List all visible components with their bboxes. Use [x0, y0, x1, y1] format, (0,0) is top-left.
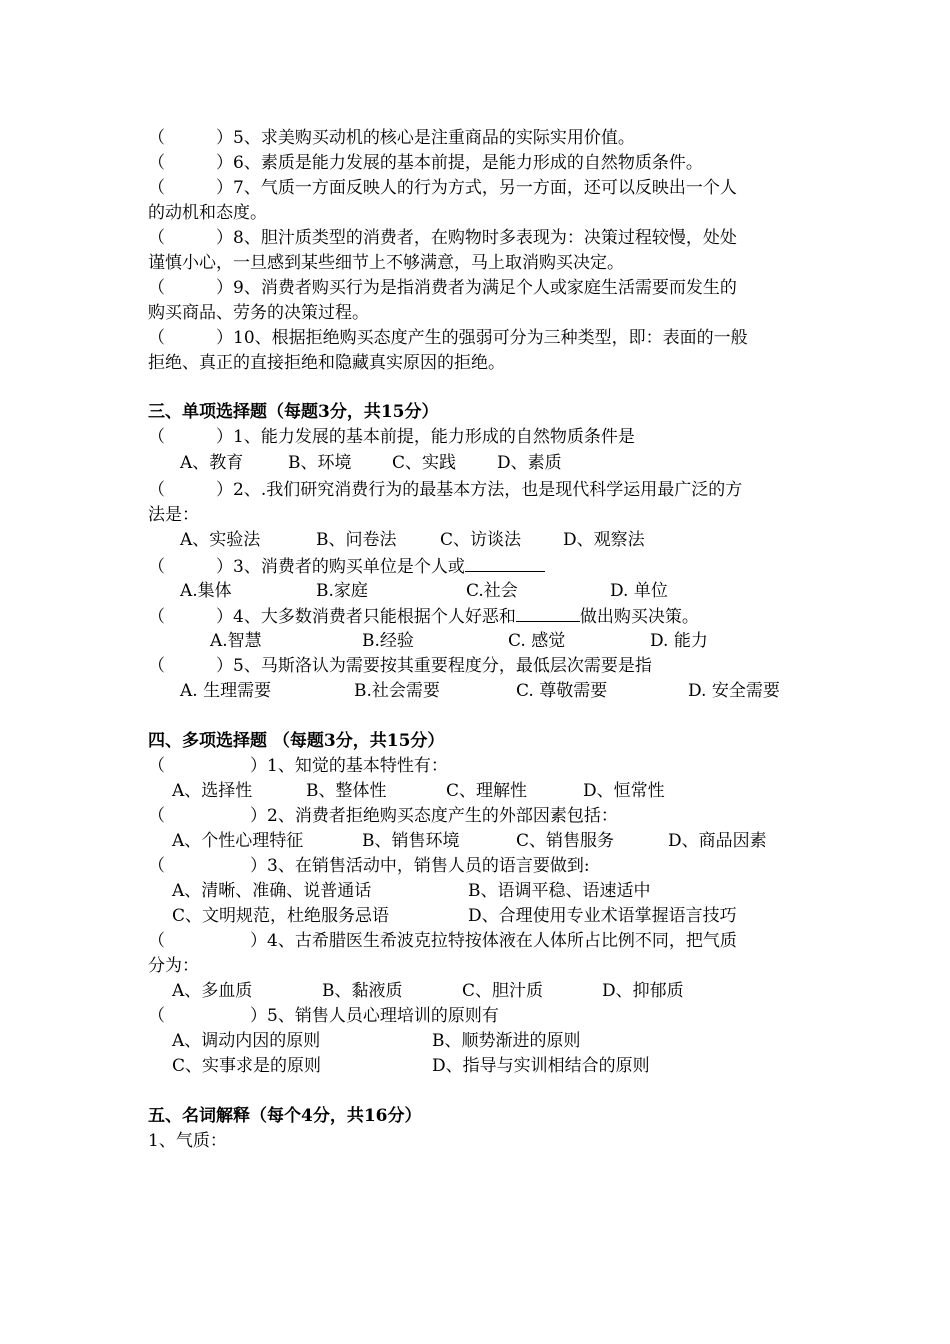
mc-q1-option-d: D、恒常性: [583, 781, 665, 801]
sc-q3-option-d: D. 单位: [610, 581, 668, 601]
sc-q3-option-c: C.社会: [466, 581, 518, 601]
mc-q4-option-d: D、抑郁质: [602, 981, 684, 1001]
sc-q2-stem-line1: （ ）2、.我们研究消费行为的最基本方法，也是现代科学运用最广泛的方: [148, 480, 743, 500]
term-q1: 1、气质：: [148, 1131, 227, 1151]
judgment-item-8-line1: （ ）8、胆汁质类型的消费者，在购物时多表现为：决策过程较慢，处处: [148, 228, 737, 248]
sc-q2-option-d: D、观察法: [563, 530, 645, 550]
mc-q5-option-a: A、调动内因的原则: [172, 1031, 321, 1051]
judgment-item-9-line2: 购买商品、劳务的决策过程。: [148, 303, 369, 323]
section-5-title: 五、名词解释（每个4分，共16分）: [148, 1106, 422, 1126]
sc-q2-option-a: A、实验法: [180, 530, 261, 550]
sc-q1-option-b: B、环境: [288, 453, 352, 473]
mc-q3-stem: （ ）3、在销售活动中，销售人员的语言要做到:: [148, 856, 590, 876]
mc-q4-option-c: C、胆汁质: [462, 981, 544, 1001]
sc-q4-option-c: C. 感觉: [508, 631, 566, 651]
sc-q5-option-b: B.社会需要: [354, 681, 440, 701]
sc-q4-stem-text-b: 做出购买决策。: [579, 607, 699, 627]
sc-q1-option-c: C、实践: [392, 453, 457, 473]
mc-q5-option-d: D、指导与实训相结合的原则: [432, 1056, 650, 1076]
judgment-item-6: （ ）6、素质是能力发展的基本前提，是能力形成的自然物质条件。: [148, 153, 703, 173]
sc-q5-option-a: A. 生理需要: [180, 681, 272, 701]
mc-q5-stem: （ ）5、销售人员心理培训的原则有: [148, 1006, 499, 1026]
sc-q4-stem-text-a: （ ）4、大多数消费者只能根据个人好恶和: [148, 607, 516, 627]
mc-q1-stem: （ ）1、知觉的基本特性有：: [148, 756, 448, 776]
mc-q1-option-c: C、理解性: [446, 781, 528, 801]
mc-q3-option-d: D、合理使用专业术语掌握语言技巧: [468, 906, 737, 926]
section-4-title: 四、多项选择题 （每题3分，共15分）: [148, 731, 445, 751]
sc-q5-stem: （ ）5、马斯洛认为需要按其重要程度分，最低层次需要是指: [148, 656, 652, 676]
mc-q4-option-a: A、多血质: [172, 981, 253, 1001]
judgment-item-10-line2: 拒绝、真正的直接拒绝和隐藏真实原因的拒绝。: [148, 353, 505, 373]
sc-q2-option-b: B、问卷法: [316, 530, 397, 550]
mc-q2-option-b: B、销售环境: [362, 831, 460, 851]
judgment-item-8-line2: 谨慎小心，一旦感到某些细节上不够满意，马上取消购买决定。: [148, 253, 624, 273]
mc-q5-option-c: C、实事求是的原则: [172, 1056, 322, 1076]
mc-q2-option-d: D、商品因素: [668, 831, 767, 851]
mc-q4-option-b: B、黏液质: [322, 981, 403, 1001]
sc-q4-stem: [148, 604, 699, 628]
sc-q1-stem: （ ）1、能力发展的基本前提，能力形成的自然物质条件是: [148, 427, 635, 447]
judgment-item-7-line1: （ ）7、气质一方面反映人的行为方式，另一方面，还可以反映出一个人: [148, 178, 737, 198]
sc-q5-option-c: C. 尊敬需要: [516, 681, 608, 701]
sc-q4-option-d: D. 能力: [650, 631, 708, 651]
sc-q3-stem-text: （ ）3、消费者的购买单位是个人或: [148, 557, 465, 577]
mc-q1-option-a: A、选择性: [172, 781, 253, 801]
mc-q2-option-c: C、销售服务: [516, 831, 615, 851]
sc-q2-option-c: C、访谈法: [440, 530, 522, 550]
sc-q3-option-b: B.家庭: [316, 581, 368, 601]
judgment-item-9-line1: （ ）9、消费者购买行为是指消费者为满足个人或家庭生活需要而发生的: [148, 278, 737, 298]
mc-q4-stem-line2: 分为：: [148, 956, 199, 976]
sc-q1-option-d: D、素质: [497, 453, 562, 473]
mc-q2-stem: （ ）2、消费者拒绝购买态度产生的外部因素包括：: [148, 806, 618, 826]
mc-q1-option-b: B、整体性: [306, 781, 387, 801]
judgment-item-5: （ ）5、求美购买动机的核心是注重商品的实际实用价值。: [148, 128, 635, 148]
mc-q4-stem-line1: （ ）4、古希腊医生希波克拉特按体液在人体所占比例不同，把气质: [148, 931, 737, 951]
sc-q5-option-d: D. 安全需要: [688, 681, 780, 701]
sc-q4-blank: [516, 604, 580, 622]
sc-q4-option-a: A.智慧: [210, 631, 262, 651]
sc-q2-stem-line2: 法是：: [148, 505, 199, 525]
sc-q3-option-a: A.集体: [180, 581, 232, 601]
sc-q3-stem: [148, 554, 545, 578]
sc-q4-option-b: B.经验: [362, 631, 414, 651]
mc-q5-option-b: B、顺势渐进的原则: [432, 1031, 581, 1051]
mc-q3-option-a: A、清晰、准确、说普通话: [172, 881, 372, 901]
sc-q1-option-a: A、教育: [180, 453, 244, 473]
judgment-item-7-line2: 的动机和态度。: [148, 203, 267, 223]
mc-q3-option-c: C、文明规范，杜绝服务忌语: [172, 906, 390, 926]
mc-q2-option-a: A、个性心理特征: [172, 831, 304, 851]
mc-q3-option-b: B、语调平稳、语速适中: [468, 881, 651, 901]
sc-q3-blank: [465, 554, 545, 572]
judgment-item-10-line1: （ ）10、根据拒绝购买态度产生的强弱可分为三种类型，即：表面的一般: [148, 328, 748, 348]
section-3-title: 三、单项选择题（每题3分，共15分）: [148, 402, 439, 422]
